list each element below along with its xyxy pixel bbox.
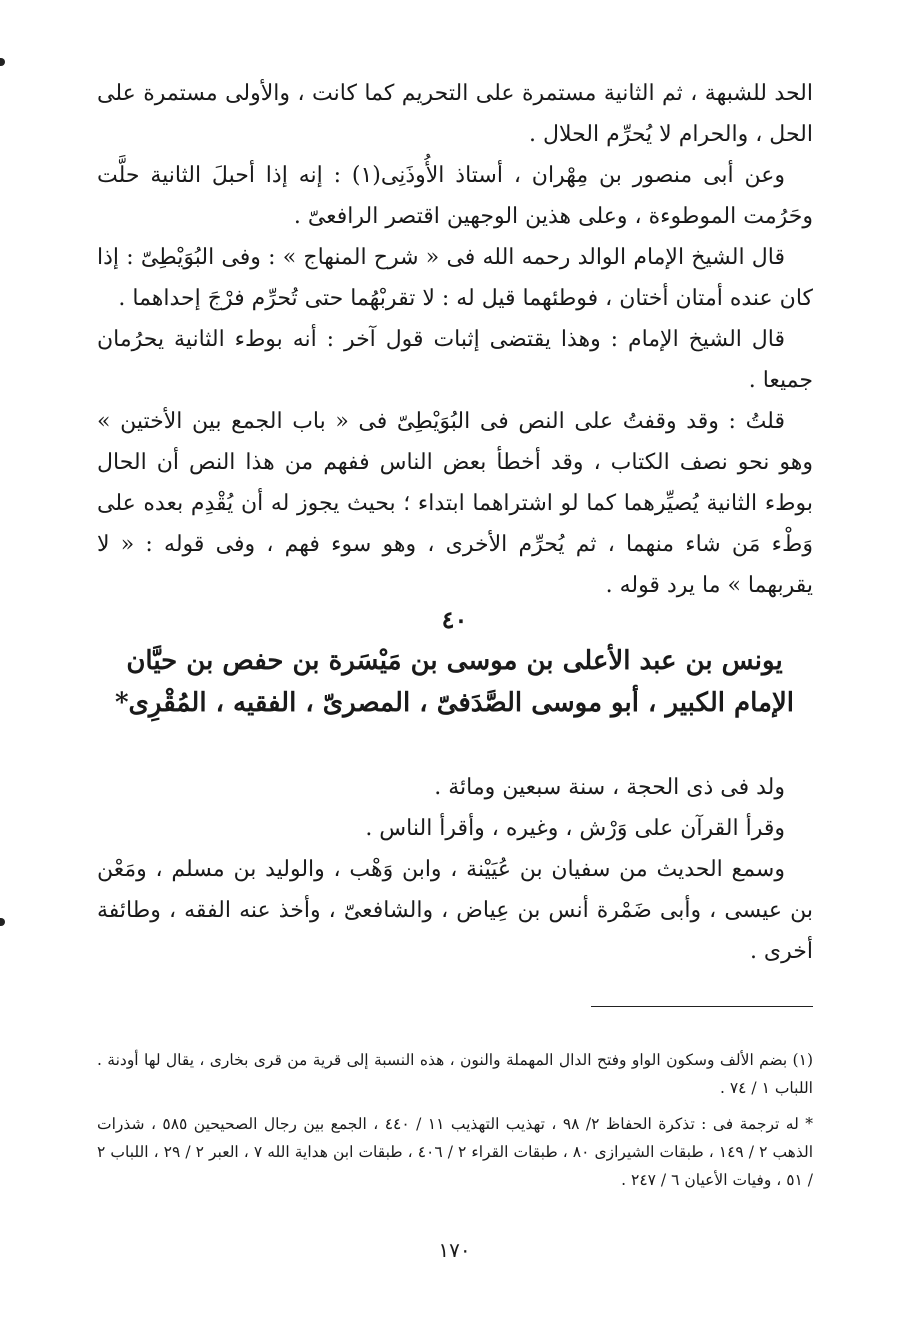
main-text (97, 73, 813, 606)
biography-title (0, 640, 909, 724)
paragraph: قال الشيخ الإمام : وهذا يقتضى إثبات قول آخر : أنه بوطء الثانية يحرُمان جميعا . (97, 327, 813, 393)
paragraph: وقرأ القرآن على وَرْش ، وغيره ، وأقرأ الناس . (365, 816, 785, 841)
scan-edge-mark (0, 58, 5, 66)
biography-number: ٤٠ (441, 605, 468, 634)
biography-title-line1: يونس بن عبد الأعلى بن موسى بن مَيْسَرة بن حفص بن حيَّان (126, 646, 783, 676)
scan-edge-mark (0, 918, 5, 926)
footnote-divider (591, 1006, 813, 1007)
page-number: ١٧٠ (438, 1238, 471, 1262)
footnotes (97, 1046, 813, 1194)
footnote-star: * له ترجمة فى : تذكرة الحفاظ ٢/ ٩٨ ، تهذيب التهذيب ١١ / ٤٤٠ ، الجمع بين رجال الصحيحين ٥٨٥ ، شذرات الذهب ٢ / ١٤٩ ، طبقات الشيرازى ٨٠ ، طبقات القراء ٢ / ٤٠٦ ، طبقات ابن هداية الله ٧ ، العبر ٢ / ٢٩ ، اللباب ٢ / ٥١ ، وفيات الأعيان ٦ / ٢٤٧ . (97, 1115, 814, 1189)
footnote-1: (١) بضم الألف وسكون الواو وفتح الدال المهملة والنون ، هذه النسبة إلى قرية من قرى بخارى ، يقال لها أودنة . اللباب ١ / ٧٤ . (97, 1051, 813, 1097)
biography-title-line2: الإمام الكبير ، أبو موسى الصَّدَفىّ ، المصرىّ ، الفقيه ، المُقْرِى* (114, 688, 795, 718)
paragraph: وعن أبى منصور بن مِهْران ، أستاذ الأُوذَنِى(١) : إنه إذا أحبلَ الثانية حلَّت وحَرُمت الموطوءة ، وعلى هذين الوجهين اقتصر الرافعىّ . (97, 163, 813, 229)
paragraph: قلتُ : وقد وقفتُ على النص فى البُوَيْطِىّ فى « باب الجمع بين الأختين » وهو نحو نصف الكتاب ، وقد أخطأ بعض الناس ففهم من هذا النص أن الحال بوطء الثانية يُصيِّرهما كما لو اشتراهما ابتداء ؛ بحيث يجوز له أن يُقْدِم بعده على وَطْء مَن شاء منهما ، ثم يُحرِّم الأخرى ، وهو سوء فهم ، وفى قوله : « لا يقربهما » ما يرد قوله . (97, 409, 813, 598)
paragraph: قال الشيخ الإمام الوالد رحمه الله فى « شرح المنهاج » : وفى البُوَيْطِىّ : إذا كان عنده أمتان أختان ، فوطئهما قيل له : لا تقربْهُما حتى تُحرِّم فرْجَ إحداهما . (97, 245, 813, 311)
paragraph: ولد فى ذى الحجة ، سنة سبعين ومائة . (434, 775, 785, 800)
biography-text (97, 767, 813, 972)
paragraph: الحد للشبهة ، ثم الثانية مستمرة على التحريم كما كانت ، والأولى مستمرة على الحل ، والحرام لا يُحرِّم الحلال . (97, 81, 813, 147)
paragraph: وسمع الحديث من سفيان بن عُيَيْنة ، وابن وَهْب ، والوليد بن مسلم ، ومَعْن بن عيسى ، وأبى ضَمْرة أنس بن عِياض ، والشافعىّ ، وأخذ عنه الفقه ، وطائفة أخرى . (97, 857, 813, 964)
